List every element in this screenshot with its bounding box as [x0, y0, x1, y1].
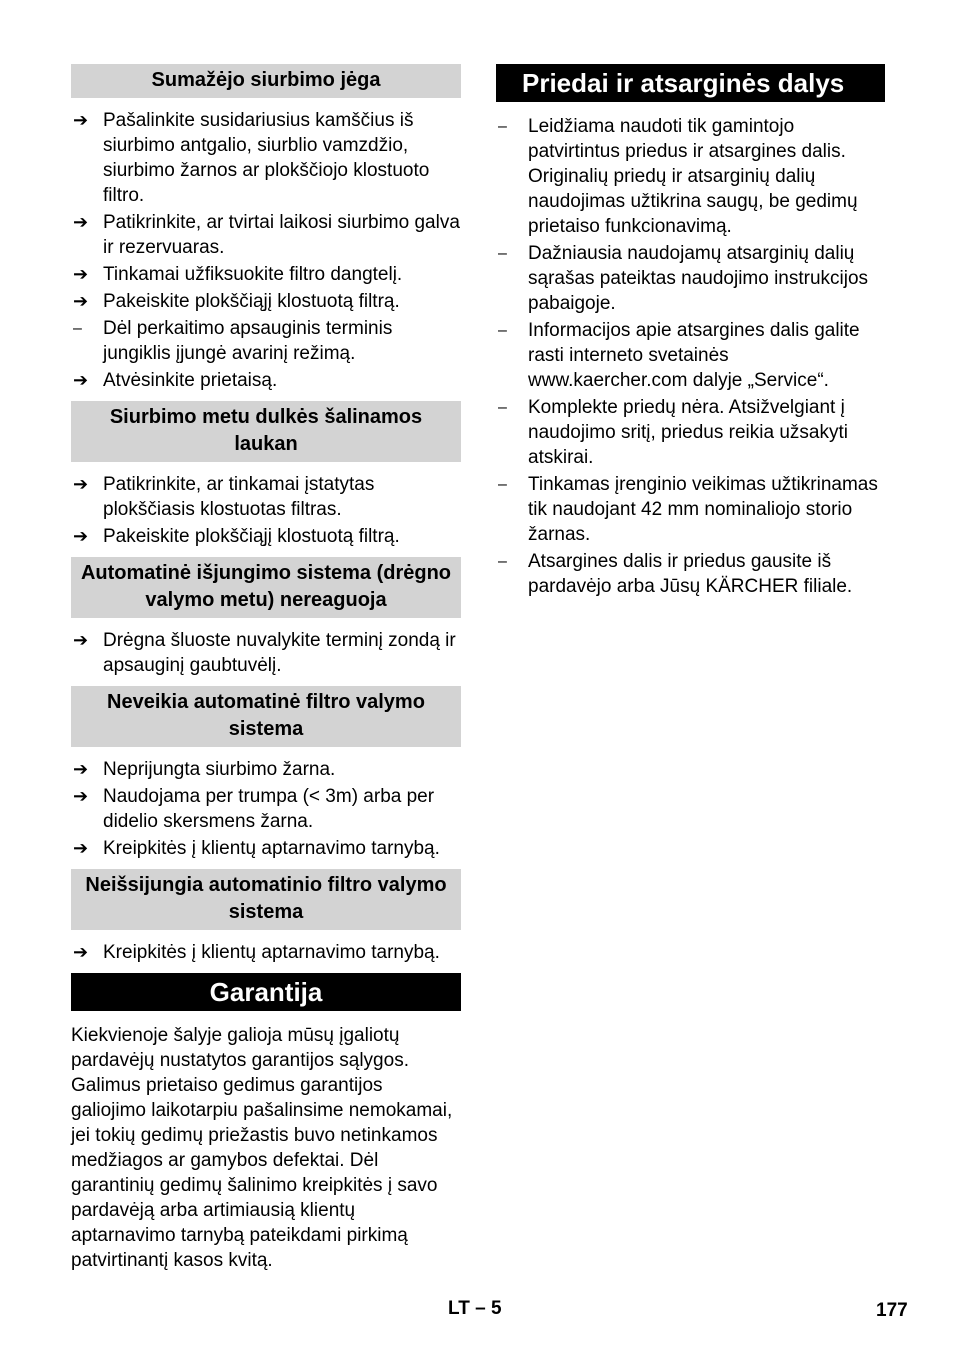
auto-shutoff-list: [71, 628, 461, 678]
list-item-text: Atsargines dalis ir priedus gausite iš pardavėjo arba Jūsų KÄRCHER filiale.: [528, 551, 853, 597]
list-item-text: Komplekte priedų nėra. Atsižvelgiant į naudojimo sritį, priedus reikia užsakyti atskirai.: [528, 397, 848, 468]
list-item: [71, 368, 461, 393]
list-item-text: Leidžiama naudoti tik gamintojo patvirtintus priedus ir atsargines dalis. Originalių priedų ir atsarginių dalių naudojimas užtikrina saugų, be gedimų prietaiso funkcionavimą.: [528, 116, 858, 237]
right-column: [496, 64, 885, 607]
filter-cleaning-inactive-list: [71, 757, 461, 861]
dash-marker: –: [498, 118, 507, 135]
left-column: [71, 64, 461, 1273]
arrow-right-icon: ➔: [73, 291, 89, 311]
warranty-heading: Garantija: [71, 973, 461, 1011]
list-item-text: Patikrinkite, ar tinkamai įstatytas plokščiasis klostuotas filtras.: [103, 474, 375, 520]
accessories-list: [496, 114, 885, 599]
list-item: [71, 316, 461, 366]
list-item-text: Pakeiskite plokščiąjį klostuotą filtrą.: [103, 291, 400, 312]
list-item-text: Informacijos apie atsargines dalis galite rasti interneto svetainės www.kaercher.com dalyje „Service“.: [528, 320, 860, 391]
list-item-text: Dažniausia naudojamų atsarginių dalių sąrašas pateiktas naudojimo instrukcijos pabaigoje.: [528, 243, 869, 314]
list-item-text: Dėl perkaitimo apsauginis terminis jungiklis įjungė avarinį režimą.: [103, 318, 393, 364]
footer-language: LT: [448, 1298, 470, 1319]
dash-marker: –: [498, 476, 507, 493]
section-heading-filter-cleaning-inactive: Neveikia automatinė filtro valymo sistema: [71, 686, 461, 747]
list-item: [71, 524, 461, 549]
list-item: [496, 114, 885, 239]
arrow-right-icon: ➔: [73, 759, 89, 779]
dash-marker: –: [73, 320, 82, 337]
arrow-right-icon: ➔: [73, 630, 89, 650]
list-item: [71, 628, 461, 678]
arrow-right-icon: ➔: [73, 264, 89, 284]
reduced-suction-list: [71, 108, 461, 393]
list-item-text: Atvėsinkite prietaisą.: [103, 370, 278, 391]
list-item: [71, 940, 461, 965]
list-item-text: Neprijungta siurbimo žarna.: [103, 759, 336, 780]
arrow-right-icon: ➔: [73, 786, 89, 806]
list-item: [496, 241, 885, 316]
list-item-text: Tinkamai užfiksuokite filtro dangtelį.: [103, 264, 403, 285]
dash-marker: –: [498, 322, 507, 339]
section-heading-reduced-suction: Sumažėjo siurbimo jėga: [71, 64, 461, 98]
arrow-right-icon: ➔: [73, 942, 89, 962]
footer-section-page: 5: [490, 1298, 502, 1319]
dash-marker: –: [498, 553, 507, 570]
arrow-right-icon: ➔: [73, 212, 89, 232]
section-heading-auto-shutoff: Automatinė išjungimo sistema (drėgno valymo metu) nereaguoja: [71, 557, 461, 618]
list-item: [71, 757, 461, 782]
list-item: [496, 395, 885, 470]
dash-marker: –: [498, 245, 507, 262]
section-heading-dust-expelled: Siurbimo metu dulkės šalinamos laukan: [71, 401, 461, 462]
arrow-right-icon: ➔: [73, 838, 89, 858]
arrow-right-icon: ➔: [73, 370, 89, 390]
dash-marker: –: [498, 399, 507, 416]
list-item: [71, 784, 461, 834]
list-item: [71, 289, 461, 314]
dust-expelled-list: [71, 472, 461, 549]
list-item: [71, 836, 461, 861]
accessories-heading: Priedai ir atsarginės dalys: [496, 64, 885, 102]
arrow-right-icon: ➔: [73, 110, 89, 130]
list-item-text: Pašalinkite susidariusius kamščius iš siurbimo antgalio, siurblio vamzdžio, siurbimo žarnos ar plokščiojo klostuoto filtro.: [103, 110, 430, 206]
list-item-text: Patikrinkite, ar tvirtai laikosi siurbimo galva ir rezervuaras.: [103, 212, 460, 258]
list-item-text: Kreipkitės į klientų aptarnavimo tarnybą.: [103, 942, 440, 963]
warranty-text: Kiekvienoje šalyje galioja mūsų įgaliotų pardavėjų nustatytos garantijos sąlygos. Galimus prietaiso gedimus garantijos galiojimo laikotarpiu pašalinsime nemokamai, jei tokių gedimų priežastis buvo netinkamos medžiagos ar gamybos defektai. Dėl garantinių gedimų šalinimo kreipkitės į savo pardavėją arba artimiausią klientų aptarnavimo tarnybą pateikdami pirkimą patvirtinantį kasos kvitą.: [71, 1025, 453, 1271]
list-item: [496, 318, 885, 393]
list-item: [71, 210, 461, 260]
list-item-text: Kreipkitės į klientų aptarnavimo tarnybą.: [103, 838, 440, 859]
footer-separator: –: [475, 1298, 486, 1319]
footer-section-label: [448, 1298, 502, 1320]
page-number: 177: [876, 1300, 908, 1321]
filter-cleaning-not-stopping-list: [71, 940, 461, 965]
section-heading-filter-cleaning-not-stopping: Neišsijungia automatinio filtro valymo sistema: [71, 869, 461, 930]
arrow-right-icon: ➔: [73, 474, 89, 494]
list-item: [71, 262, 461, 287]
list-item-text: Drėgna šluoste nuvalykite terminį zondą ir apsauginį gaubtuvėlį.: [103, 630, 456, 676]
list-item-text: Naudojama per trumpa (< 3m) arba per didelio skersmens žarna.: [103, 786, 435, 832]
list-item-text: Tinkamas įrenginio veikimas užtikrinamas tik naudojant 42 mm nominaliojo storio žarnas.: [528, 474, 878, 545]
list-item: [496, 472, 885, 547]
list-item: [496, 549, 885, 599]
list-item: [71, 108, 461, 208]
list-item-text: Pakeiskite plokščiąjį klostuotą filtrą.: [103, 526, 400, 547]
arrow-right-icon: ➔: [73, 526, 89, 546]
list-item: [71, 472, 461, 522]
